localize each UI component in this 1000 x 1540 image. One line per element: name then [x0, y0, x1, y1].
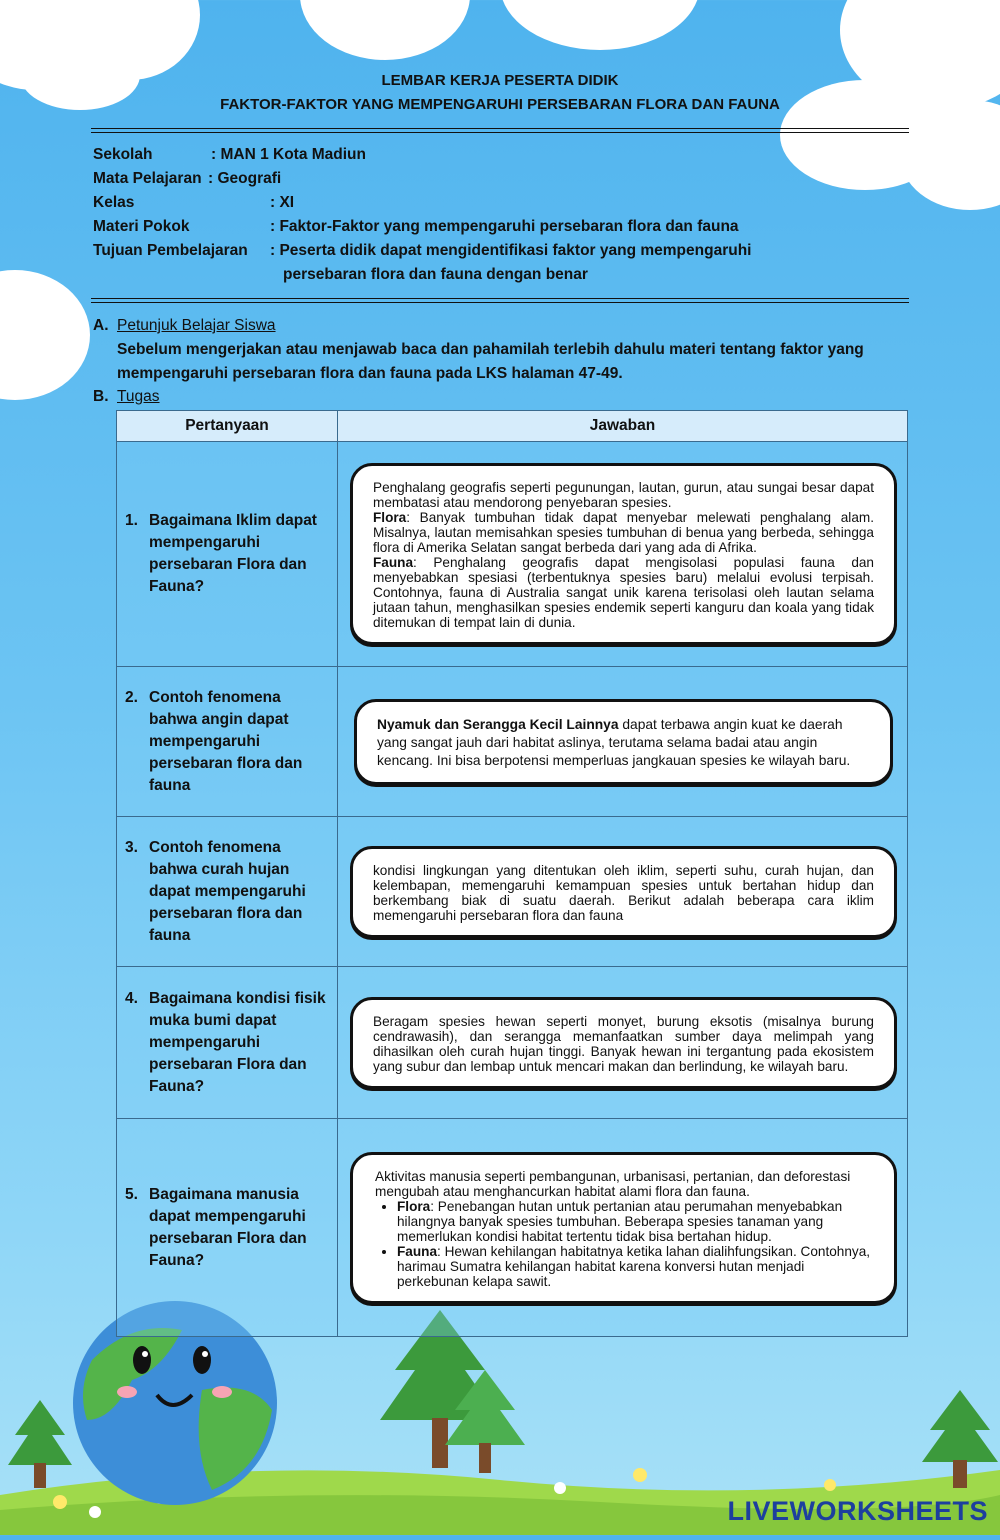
question-number: 3.: [125, 838, 138, 856]
section-a-text-line1: Sebelum mengerjakan atau menjawab baca dan pahamilah terlebih dahulu materi tentang faktor yang: [117, 341, 864, 358]
table-row: [117, 667, 908, 817]
question-number: 2.: [125, 688, 138, 706]
flora-text: : Banyak tumbuhan tidak dapat menyebar melewati penghalang alam. Misalnya, lautan memisahkan spesies tumbuhan di benua yang berbeda, sehingga flora di Amerika Selatan sangat berbeda dari yang ada di Afrika.: [373, 510, 874, 555]
list-item: [397, 1244, 874, 1289]
question-text: Bagaimana Iklim dapat mempengaruhi persebaran Flora dan Fauna?: [149, 512, 317, 595]
answer-bold: Nyamuk dan Serangga Kecil Lainnya: [377, 716, 619, 732]
header-answer: Jawaban: [338, 411, 908, 442]
answer-intro: Aktivitas manusia seperti pembangunan, urbanisasi, pertanian, dan deforestasi mengubah atau menghancurkan habitat alami flora dan fauna.: [375, 1168, 851, 1199]
fauna-label: Fauna: [373, 555, 414, 570]
question-number: 1.: [125, 512, 138, 529]
tujuan-value-line1: : Peserta didik dapat mengidentifikasi faktor yang mempengaruhi: [270, 242, 752, 259]
question-cell: [117, 967, 338, 1119]
cloud-decoration-top: [260, 0, 760, 80]
table-header-row: [117, 411, 908, 442]
answer-text: kondisi lingkungan yang ditentukan oleh iklim, seperti suhu, curah hujan, dan kelembapan, memengaruhi kemampuan spesies untuk bertahan hidup dan berkembang biak di suatu daerah. Berikut adalah beberapa cara iklim memengaruhi persebaran flora dan fauna: [373, 862, 874, 923]
question-text: Contoh fenomena bahwa angin dapat mempengaruhi persebaran flora dan fauna: [149, 688, 303, 794]
kelas-label: Kelas: [93, 194, 135, 211]
table-row: [117, 817, 908, 967]
flora-label: Flora: [397, 1198, 431, 1214]
question-cell: [117, 1119, 338, 1337]
table-row: [117, 1119, 908, 1337]
cloud-decoration-right: [760, 0, 1000, 230]
divider-top: [91, 128, 909, 129]
answer-box-5[interactable]: [350, 1152, 897, 1304]
section-a-text-line2: mempengaruhi persebaran flora dan fauna pada LKS halaman 47-49.: [117, 365, 623, 382]
task-table: [116, 410, 908, 1337]
section-a-letter: A.: [93, 317, 109, 334]
tujuan-label: Tujuan Pembelajaran: [93, 242, 248, 259]
question-cell: [117, 817, 338, 967]
answer-box-2[interactable]: [354, 699, 893, 785]
sekolah-label: Sekolah: [93, 146, 153, 163]
list-item: [397, 1199, 874, 1244]
table-row: [117, 442, 908, 667]
question-text: Contoh fenomena bahwa curah hujan dapat mempengaruhi persebaran flora dan fauna: [149, 838, 306, 944]
table-row: [117, 967, 908, 1119]
logo-text: LIVEWORKSHEETS: [727, 1496, 988, 1526]
divider-info-2: [91, 302, 909, 303]
flora-text: : Penebangan hutan untuk pertanian atau perumahan menyebabkan hilangnya banyak spesies tumbuhan. Beberapa spesies tanaman yang memerlukan kondisi habitat tertentu tidak bisa bertahan hidup.: [397, 1198, 843, 1244]
question-text: Bagaimana kondisi fisik muka bumi dapat mempengaruhi persebaran Flora dan Fauna?: [149, 989, 326, 1095]
section-a-heading: Petunjuk Belajar Siswa: [117, 317, 276, 334]
section-b-heading: Tugas: [117, 388, 160, 405]
answer-cell: [338, 442, 908, 667]
fauna-text: : Hewan kehilangan habitatnya ketika lahan dialihfungsikan. Contohnya, harimau Sumatra kehilangan habitat karena konversi hutan menjadi perkebunan kelapa sawit.: [397, 1243, 871, 1289]
tujuan-value-line2: persebaran flora dan fauna dengan benar: [283, 266, 588, 283]
question-text: Bagaimana manusia dapat mempengaruhi persebaran Flora dan Fauna?: [149, 1185, 307, 1269]
section-b-letter: B.: [93, 388, 109, 405]
divider-info: [91, 298, 909, 299]
answer-text: dapat terbawa angin kuat ke daerah yang sangat jauh dari habitat aslinya, terutama selama badai atau angin kencang. Ini bisa berpotensi memperluas jangkauan spesies ke wilayah baru.: [377, 716, 851, 768]
kelas-value: : XI: [270, 194, 295, 211]
answer-cell: [338, 667, 908, 817]
answer-intro: Penghalang geografis seperti pegunungan, lautan, gurun, atau sungai besar dapat membatasi atau mendorong penyebaran spesies.: [373, 480, 874, 510]
sekolah-value: : MAN 1 Kota Madiun: [211, 146, 366, 163]
answer-text: Beragam spesies hewan seperti monyet, burung eksotis (misalnya burung cendrawasih), dan serangga memanfaatkan sumber daya melimpah yang dihasilkan oleh curah hujan tinggi. Banyak hewan ini tergantung pada ekosistem yang subur dan lembap untuk mencari makan dan berlindung, ke wilayah baru.: [373, 1013, 874, 1074]
answer-cell: [338, 1119, 908, 1337]
materi-value: : Faktor-Faktor yang mempengaruhi persebaran flora dan fauna: [270, 218, 739, 235]
answer-cell: [338, 967, 908, 1119]
liveworksheets-logo[interactable]: [727, 1496, 988, 1527]
fauna-text: : Penghalang geografis dapat mengisolasi populasi fauna dan menyebabkan spesiasi (terbentuknya spesies baru) melalui evolusi terpisah. Contohnya, fauna di Australia sangat unik karena terisolasi oleh lautan selama jutaan tahun, menghasilkan spesies endemik seperti kanguru dan koala yang tidak ditemukan di tempat lain di dunia.: [373, 555, 874, 630]
answer-bullet-list: [375, 1199, 874, 1289]
flora-label: Flora: [373, 510, 407, 525]
answer-box-1[interactable]: [350, 463, 897, 645]
worksheet-title: LEMBAR KERJA PESERTA DIDIK: [381, 72, 619, 89]
answer-box-3[interactable]: [350, 846, 897, 938]
mapel-value: : Geografi: [208, 170, 282, 187]
mapel-label: Mata Pelajaran: [93, 170, 202, 187]
worksheet-subtitle: FAKTOR-FAKTOR YANG MEMPENGARUHI PERSEBARAN FLORA DAN FAUNA: [220, 96, 780, 113]
question-number: 5.: [125, 1185, 138, 1203]
question-cell: [117, 442, 338, 667]
answer-cell: [338, 817, 908, 967]
answer-box-4[interactable]: [350, 997, 897, 1089]
materi-label: Materi Pokok: [93, 218, 190, 235]
question-number: 4.: [125, 989, 138, 1007]
fauna-label: Fauna: [397, 1243, 438, 1259]
question-cell: [117, 667, 338, 817]
divider-top-2: [91, 132, 909, 133]
header-question: Pertanyaan: [117, 411, 338, 442]
